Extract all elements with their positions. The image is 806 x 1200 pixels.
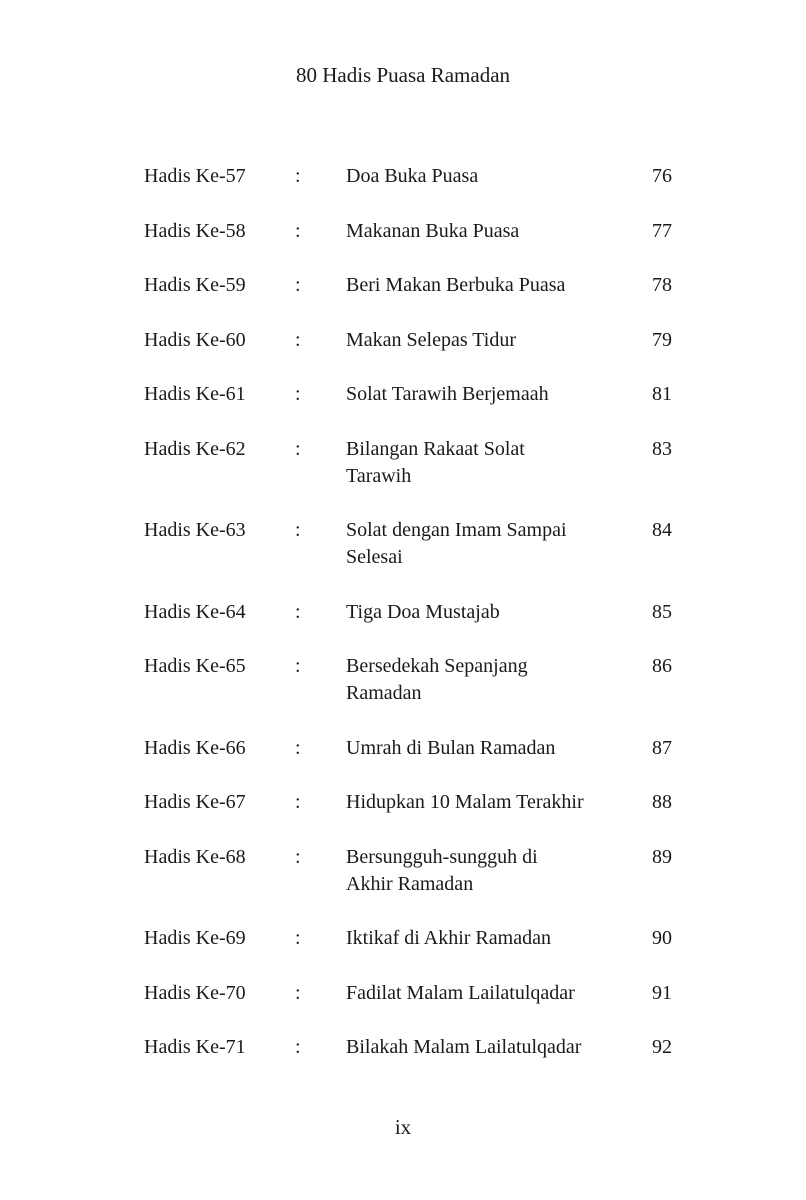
toc-entry-title-line: Tarawih <box>346 464 412 487</box>
toc-entry-title <box>346 436 606 490</box>
toc-entry-label: Hadis Ke-60 <box>144 328 246 351</box>
toc-entry-title-line: Selesai <box>346 546 403 568</box>
toc-entry-page: 85 <box>652 600 672 623</box>
toc-entry-title-line: Bersungguh-sungguh di <box>346 845 538 868</box>
toc-entry-label: Hadis Ke-66 <box>144 736 246 759</box>
table-of-contents <box>0 163 806 1089</box>
toc-entry-title-line: Makan Selepas Tidur <box>346 328 516 351</box>
toc-entry-title <box>346 653 606 707</box>
toc-entry-label: Hadis Ke-63 <box>144 519 246 541</box>
toc-entry-page: 90 <box>652 927 672 949</box>
toc-entry-separator: : <box>295 791 301 813</box>
toc-entry-page: 78 <box>652 274 672 296</box>
toc-entry-label: Hadis Ke-69 <box>144 927 246 949</box>
toc-entry-separator: : <box>295 845 301 868</box>
toc-entry-label: Hadis Ke-71 <box>144 1036 246 1058</box>
toc-entry <box>0 1034 806 1061</box>
toc-entry <box>0 381 806 408</box>
toc-entry-title <box>346 1034 606 1061</box>
toc-entry-title-line: Iktikaf di Akhir Ramadan <box>346 927 551 949</box>
toc-entry-separator: : <box>295 165 301 187</box>
toc-entry-page: 89 <box>652 845 672 868</box>
toc-entry-label: Hadis Ke-62 <box>144 437 246 460</box>
toc-entry-page: 88 <box>652 791 672 813</box>
toc-entry-label: Hadis Ke-61 <box>144 383 246 405</box>
toc-entry-label: Hadis Ke-67 <box>144 791 246 813</box>
toc-entry <box>0 327 806 354</box>
toc-entry-title <box>346 980 606 1007</box>
toc-entry-page: 79 <box>652 328 672 351</box>
toc-entry-title <box>346 517 606 571</box>
toc-entry <box>0 272 806 299</box>
toc-entry-title <box>346 844 606 898</box>
page-number: ix <box>394 1115 412 1139</box>
toc-entry-title <box>346 735 606 762</box>
toc-entry-label: Hadis Ke-65 <box>144 655 246 677</box>
toc-entry-separator: : <box>295 981 301 1004</box>
toc-entry-label: Hadis Ke-58 <box>144 219 246 242</box>
toc-entry-title-line: Akhir Ramadan <box>346 872 474 895</box>
toc-entry-separator: : <box>295 274 301 296</box>
toc-entry-title-line: Bilakah Malam Lailatulqadar <box>346 1036 582 1058</box>
toc-entry-separator: : <box>295 519 301 541</box>
toc-entry-title-line: Bilangan Rakaat Solat <box>346 437 525 460</box>
toc-entry-page: 83 <box>652 437 672 460</box>
toc-entry <box>0 653 806 707</box>
toc-entry-title-line: Umrah di Bulan Ramadan <box>346 736 556 759</box>
toc-entry-separator: : <box>295 383 301 405</box>
toc-entry-label: Hadis Ke-59 <box>144 274 246 296</box>
toc-entry-title-line: Solat dengan Imam Sampai <box>346 519 567 541</box>
toc-entry-title-line: Tiga Doa Mustajab <box>346 600 500 623</box>
toc-entry-page: 91 <box>652 981 672 1004</box>
toc-entry-separator: : <box>295 437 301 460</box>
toc-entry-separator: : <box>295 600 301 623</box>
toc-entry-title <box>346 925 606 952</box>
toc-entry-title-line: Beri Makan Berbuka Puasa <box>346 274 566 296</box>
toc-entry-title-line: Makanan Buka Puasa <box>346 219 520 242</box>
toc-entry-label: Hadis Ke-57 <box>144 165 246 187</box>
toc-entry-separator: : <box>295 927 301 949</box>
toc-entry-separator: : <box>295 655 301 677</box>
toc-entry-title-line: Solat Tarawih Berjemaah <box>346 383 549 405</box>
toc-entry-page: 81 <box>652 383 672 405</box>
toc-entry-title <box>346 381 606 408</box>
toc-entry <box>0 517 806 571</box>
toc-entry <box>0 925 806 952</box>
toc-entry-title-line: Doa Buka Puasa <box>346 165 479 187</box>
toc-entry-label: Hadis Ke-68 <box>144 845 246 868</box>
toc-entry-title-line: Bersedekah Sepanjang <box>346 655 528 677</box>
toc-entry <box>0 735 806 762</box>
toc-entry <box>0 980 806 1007</box>
toc-entry-title <box>346 218 606 245</box>
toc-entry <box>0 163 806 190</box>
toc-entry-separator: : <box>295 328 301 351</box>
toc-entry <box>0 599 806 626</box>
toc-entry <box>0 844 806 898</box>
toc-entry-title <box>346 789 606 816</box>
toc-entry-page: 77 <box>652 219 672 242</box>
toc-entry-title <box>346 272 606 299</box>
toc-entry-page: 92 <box>652 1036 672 1058</box>
toc-entry-separator: : <box>295 736 301 759</box>
toc-entry-page: 86 <box>652 655 672 677</box>
toc-entry <box>0 789 806 816</box>
toc-entry-title <box>346 327 606 354</box>
toc-entry-title <box>346 599 606 626</box>
toc-entry-title-line: Hidupkan 10 Malam Terakhir <box>346 791 584 813</box>
toc-entry-title <box>346 163 606 190</box>
toc-entry-label: Hadis Ke-64 <box>144 600 246 623</box>
toc-entry <box>0 218 806 245</box>
toc-entry-separator: : <box>295 1036 301 1058</box>
toc-entry <box>0 436 806 490</box>
toc-entry-page: 76 <box>652 165 672 187</box>
toc-entry-title-line: Ramadan <box>346 682 422 704</box>
toc-entry-label: Hadis Ke-70 <box>144 981 246 1004</box>
toc-entry-separator: : <box>295 219 301 242</box>
running-header: 80 Hadis Puasa Ramadan <box>295 63 511 87</box>
toc-entry-page: 87 <box>652 736 672 759</box>
toc-entry-page: 84 <box>652 519 672 541</box>
toc-entry-title-line: Fadilat Malam Lailatulqadar <box>346 981 575 1004</box>
